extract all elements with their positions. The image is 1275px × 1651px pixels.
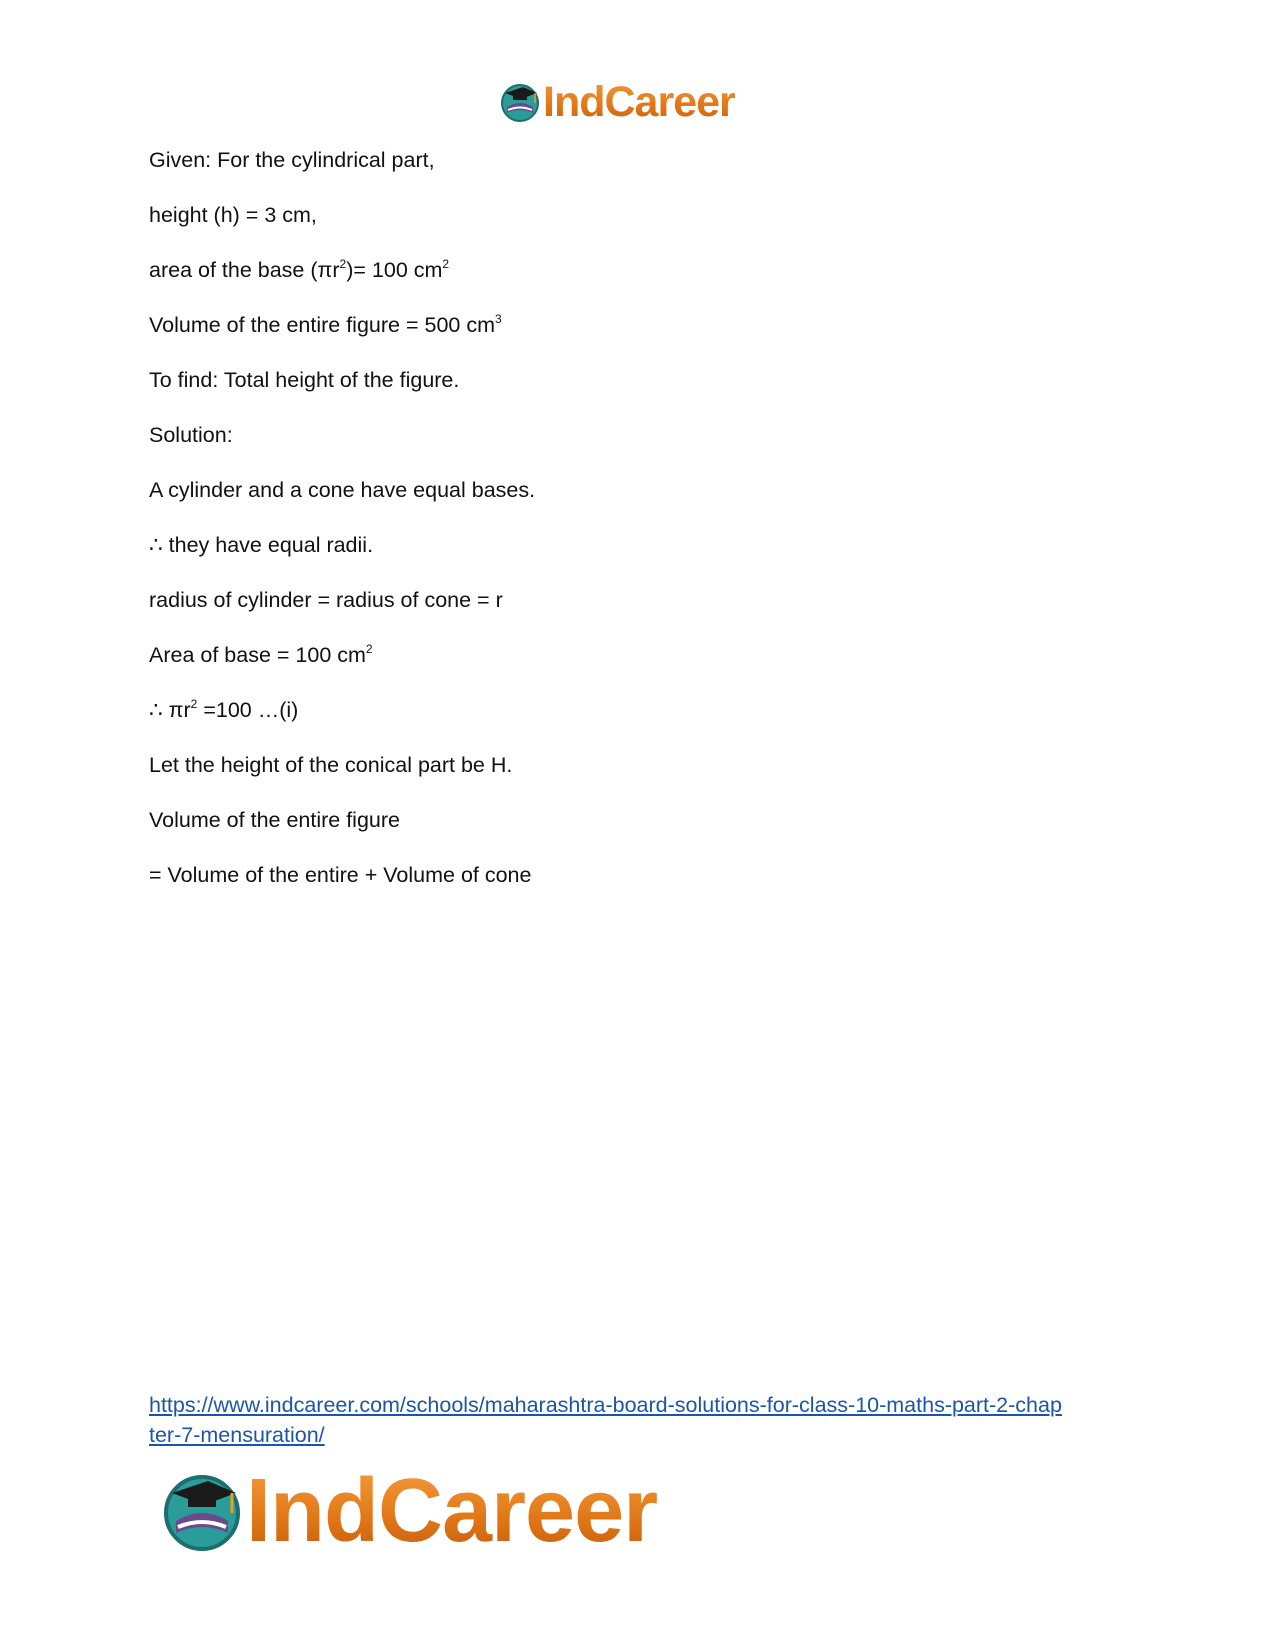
header-logo <box>499 78 735 126</box>
graduation-cap-globe-icon <box>160 1469 244 1553</box>
volume-entire-line: Volume of the entire figure <box>149 808 400 832</box>
header-logo-text: IndCareer <box>543 78 735 126</box>
to-find-line: To find: Total height of the figure. <box>149 368 460 392</box>
solution-label: Solution: <box>149 423 233 447</box>
graduation-cap-globe-icon <box>499 81 541 123</box>
pi-r-superscript: 2 <box>190 697 198 711</box>
footer-logo-text: IndCareer <box>246 1461 658 1561</box>
volume-sum-line: = Volume of the entire + Volume of cone <box>149 863 532 887</box>
volume-given-line <box>149 310 1129 340</box>
given-line: Given: For the cylindrical part, <box>149 148 435 172</box>
height-line: height (h) = 3 cm, <box>149 203 317 227</box>
equal-radii-line: ∴ they have equal radii. <box>149 533 374 557</box>
equal-bases-line: A cylinder and a cone have equal bases. <box>149 478 536 502</box>
source-url-line-2[interactable]: ter-7-mensuration/ <box>149 1423 325 1447</box>
pi-r-text: ∴ πr <box>149 698 191 722</box>
area-text-pre: area of the base (πr <box>149 258 340 282</box>
area-of-base-line <box>149 255 1129 285</box>
solution-content <box>149 145 1129 915</box>
area-base-text: Area of base = 100 cm <box>149 643 366 667</box>
pi-r-equation: =100 …(i) <box>197 698 299 722</box>
volume-text: Volume of the entire figure = 500 cm <box>149 313 495 337</box>
area-superscript-1: 2 <box>339 257 347 271</box>
radius-line: radius of cylinder = radius of cone = r <box>149 588 503 612</box>
volume-superscript: 3 <box>495 312 502 326</box>
footer-logo <box>160 1461 658 1561</box>
area-text-mid: )= 100 cm <box>346 258 443 282</box>
area-base-line <box>149 640 1129 670</box>
pi-r-squared-line <box>149 695 1129 725</box>
cone-height-line: Let the height of the conical part be H. <box>149 753 513 777</box>
source-url-link[interactable] <box>149 1390 1139 1450</box>
area-superscript-2: 2 <box>442 257 450 271</box>
source-url-line-1[interactable]: https://www.indcareer.com/schools/maharashtra-board-solutions-for-class-10-maths-part-2-chap <box>149 1393 1062 1417</box>
area-base-superscript: 2 <box>365 642 373 656</box>
